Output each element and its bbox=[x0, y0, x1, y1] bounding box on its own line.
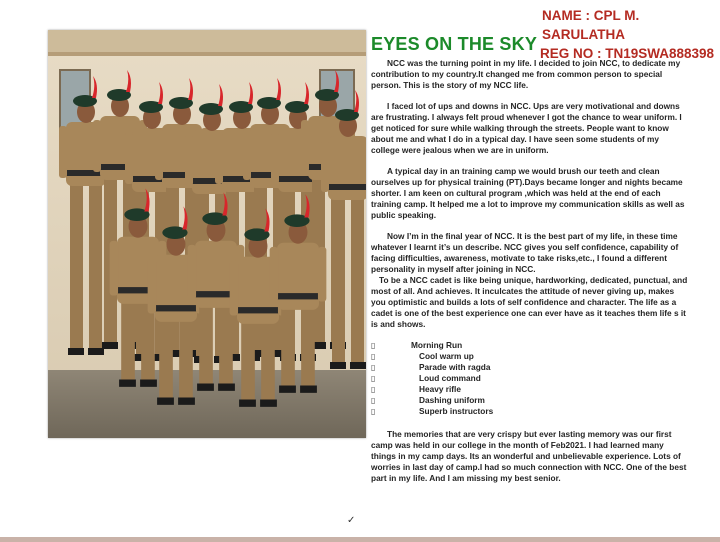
checkbox-icon: ▯ bbox=[371, 352, 376, 361]
list-item bbox=[371, 373, 689, 384]
checkbox-icon: ▯ bbox=[371, 374, 376, 383]
list-item bbox=[371, 351, 689, 362]
author-block bbox=[542, 6, 720, 63]
paragraph-typical-day: A typical day in an training camp we would brush our teeth and clean ourselves up for physical training (PT).Days became longer and nights became shorter. I am keen on cultural program ,which was held at the end of each training camp. It helped me a lot to improve my communication skills as well as public speaking. bbox=[371, 166, 685, 220]
checkbox-icon: ▯ bbox=[371, 341, 376, 350]
paragraph-intro: NCC was the turning point in my life. I decided to join NCC, to dedicate my contribution to my country.It changed me from common person to special person. This is the story of my NCC life. bbox=[371, 58, 681, 90]
list-item bbox=[371, 395, 689, 406]
list-item-text: Dashing uniform bbox=[419, 395, 485, 405]
checkbox-icon: ▯ bbox=[371, 385, 376, 394]
list-item-text: Superb instructors bbox=[419, 406, 494, 416]
list-item-text: Heavy rifle bbox=[419, 384, 461, 394]
checkbox-icon: ▯ bbox=[371, 407, 376, 416]
author-name: NAME : CPL M. SARULATHA bbox=[542, 8, 640, 42]
registration-number: REG NO : TN19SWA888398 bbox=[540, 46, 715, 61]
paragraph-closing: The memories that are very crispy but ever lasting memory was our first camp was held in our college in the month of Feb2021. I had learned many things in my camp days. Its an wonderful and unbelievable experience. Lots of worries in last day of camp.I had so much connection with NCC. One of the best part in my life. And I am missing my best senior. bbox=[371, 429, 687, 483]
list-item-text: Loud command bbox=[419, 373, 481, 383]
list-item-text: Cool warm up bbox=[419, 351, 474, 361]
list-item bbox=[371, 384, 689, 395]
list-item bbox=[371, 362, 689, 373]
article-body bbox=[371, 58, 689, 494]
morning-run-list bbox=[371, 351, 689, 417]
paragraph-final-year: Now I’m in the final year of NCC. It is the best part of my life, in these time whatever I learnt it’s un describe. NCC gives you self confidence, capability of facing difficulties, awareness, motivate to take risks,etc., I found a different personality in myself after joining in NCC. bbox=[371, 231, 679, 274]
checkbox-icon: ▯ bbox=[371, 396, 376, 405]
tick-mark-icon: ✓ bbox=[347, 515, 356, 526]
list-item bbox=[371, 406, 689, 417]
page-bottom-border bbox=[0, 537, 720, 542]
morning-run-title: Morning Run bbox=[411, 340, 463, 350]
morning-run-heading bbox=[371, 340, 689, 351]
paragraph-ups-downs: I faced lot of ups and downs in NCC. Ups are very motivational and downs are frustrating. I always felt proud whenever I got the chance to wear uniform. I get noticed for sure while walking through the streets. People want to know about me and what I do in a typical day. I have seen some students of my college were jealous when we are in uniform. bbox=[371, 101, 682, 155]
paragraph-cadet-life: To be a NCC cadet is like being unique, hardworking, dedicated, punctual, and most of all. And achieves. It inculcates the attitude of never giving up, makes you optimistic and builds a lots of self confidence and character. The life as a cadet is one of the best experience one can ever have as it teaches them life s it is and shows. bbox=[371, 275, 688, 329]
cadets-group-photo bbox=[48, 30, 366, 438]
group-photo-icon bbox=[48, 30, 366, 438]
list-item-text: Parade with ragda bbox=[419, 362, 491, 372]
article-title: EYES ON THE SKY bbox=[371, 34, 538, 54]
checkbox-icon: ▯ bbox=[371, 363, 376, 372]
